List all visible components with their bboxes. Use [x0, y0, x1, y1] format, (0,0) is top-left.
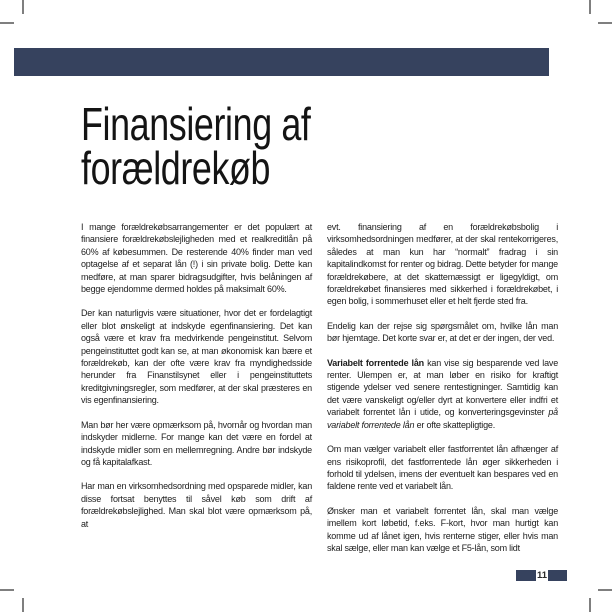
crop-mark-top-left-horizontal [0, 22, 14, 24]
text-segment: I mange forældrekøbsarrangementer er det populært at finansiere forældrekøbslejligheden med et realkreditlån på 60% af købesummen. De resterende 40% finder man ved optagelse af et separat lån (!) i sin private bolig. Dette kan medføre, at man sparer bidragsudgifter, hvis belåningen af begge ejendomme dermed holdes på maksimalt 60%. [81, 222, 312, 295]
text-segment: Om man vælger variabelt eller fastforrentet lån afhænger af ens risikoprofil, det fastforrentede lån øger sikkerheden i forhold til ydelsen, imens der eventuelt kan bespares ved en faldene rente ved et variabelt lån. [327, 444, 558, 492]
text-segment: Ønsker man et variabelt forrentet lån, skal man vælge imellem kort løbetid, f.eks. F-kort, hvor man hurtigt kan komme ud af lånet igen, hvis renterne stiger, eller hvis man skal sælge, eller man kan vælge et F5-lån, som lidt [327, 505, 558, 553]
body-paragraph [81, 480, 312, 530]
text-segment: på variabelt forrentede lån [327, 407, 558, 430]
crop-mark-bottom-left-horizontal [0, 589, 14, 591]
text-segment: Der kan naturligvis være situationer, hvor det er fordelagtigt eller blot ønskeligt at indskyde egenfinansiering. Det kan også være et krav fra medvirkende pengeinstitut. Selvom pengeinstituttet godt kan se, at man økonomisk kan bære et forældrekøb, kan der ofte være krav fra myndighedsside herunder fra Finanstilsynet eller i pengeinstituttets kreditgivningsregler, som medfører, at der skal præsteres en vis egenfinansiering. [81, 308, 312, 406]
crop-mark-bottom-left-vertical [22, 598, 24, 612]
text-segment: Endelig kan der rejse sig spørgsmålet om, hvilke lån man bør hjemtage. Det korte svar er, at det er der ingen, der ved. [327, 320, 558, 344]
text-segment: Variabelt forrentede lån [327, 357, 424, 368]
column-right [327, 221, 558, 566]
header-accent-bar [14, 48, 549, 76]
text-segment: Har man en virksomhedsordning med opsparede midler, kan disse fortsat benyttes til såvel køb som drift af forældrekøbslejlighed. Man skal blot være opmærksom på, at [81, 481, 312, 529]
page-title [81, 98, 311, 194]
page-number-right-box [548, 570, 567, 581]
text-segment: evt. finansiering af en forældrekøbsbolig i virksomhedsordningen medfører, at der skal rentekorrigeres, således at man kun har “normalt” fradrag i sin kapitalindkomst for renter og bidrag. Dette betyder for mange forældrekøbere, at det skattemæssigt er ligegyldigt, om forældrekøbet finansieres med sikkerhed i forældrekøbet, i egen bolig, i sommerhuset eller et helt fjerde sted fra. [327, 222, 558, 307]
text-segment: kan vise sig besparende ved lave renter. Ulempen er, at man løber en risiko for kraftigt stigende ydelser ved senere rentestigninger. Samtidig kan det være vanskeligt og/eller dyrt at konvertere eller indfri et variabelt forrentet lån i utide, og konverteringsgevinster [327, 357, 558, 418]
text-segment: Man bør her være opmærksom på, hvornår og hvordan man indskyder midlerne. For mange kan det være en fordel at indskyde midler som en mellemregning. Andre bør indskyde og få kapitalafkast. [81, 419, 312, 467]
text-segment: er ofte skattepligtige. [414, 419, 496, 430]
crop-mark-top-right-vertical [589, 0, 591, 14]
body-paragraph [81, 221, 312, 295]
page-title-line2: forældrekøb [81, 142, 271, 194]
body-paragraph [327, 443, 558, 493]
page-title-line1: Finansiering af [81, 98, 311, 150]
crop-mark-top-right-horizontal [598, 22, 612, 24]
page-number-left-box [516, 570, 536, 581]
footer [516, 569, 567, 581]
crop-mark-bottom-right-vertical [589, 598, 591, 612]
body-paragraph [327, 221, 558, 308]
body-paragraph [81, 307, 312, 406]
body-paragraph [327, 505, 558, 555]
body-paragraph [327, 320, 558, 345]
column-left [81, 221, 312, 542]
crop-mark-top-left-vertical [22, 0, 24, 14]
body-paragraph [327, 357, 558, 431]
page-number: 11 [537, 569, 548, 581]
body-paragraph [81, 419, 312, 469]
crop-mark-bottom-right-horizontal [598, 589, 612, 591]
